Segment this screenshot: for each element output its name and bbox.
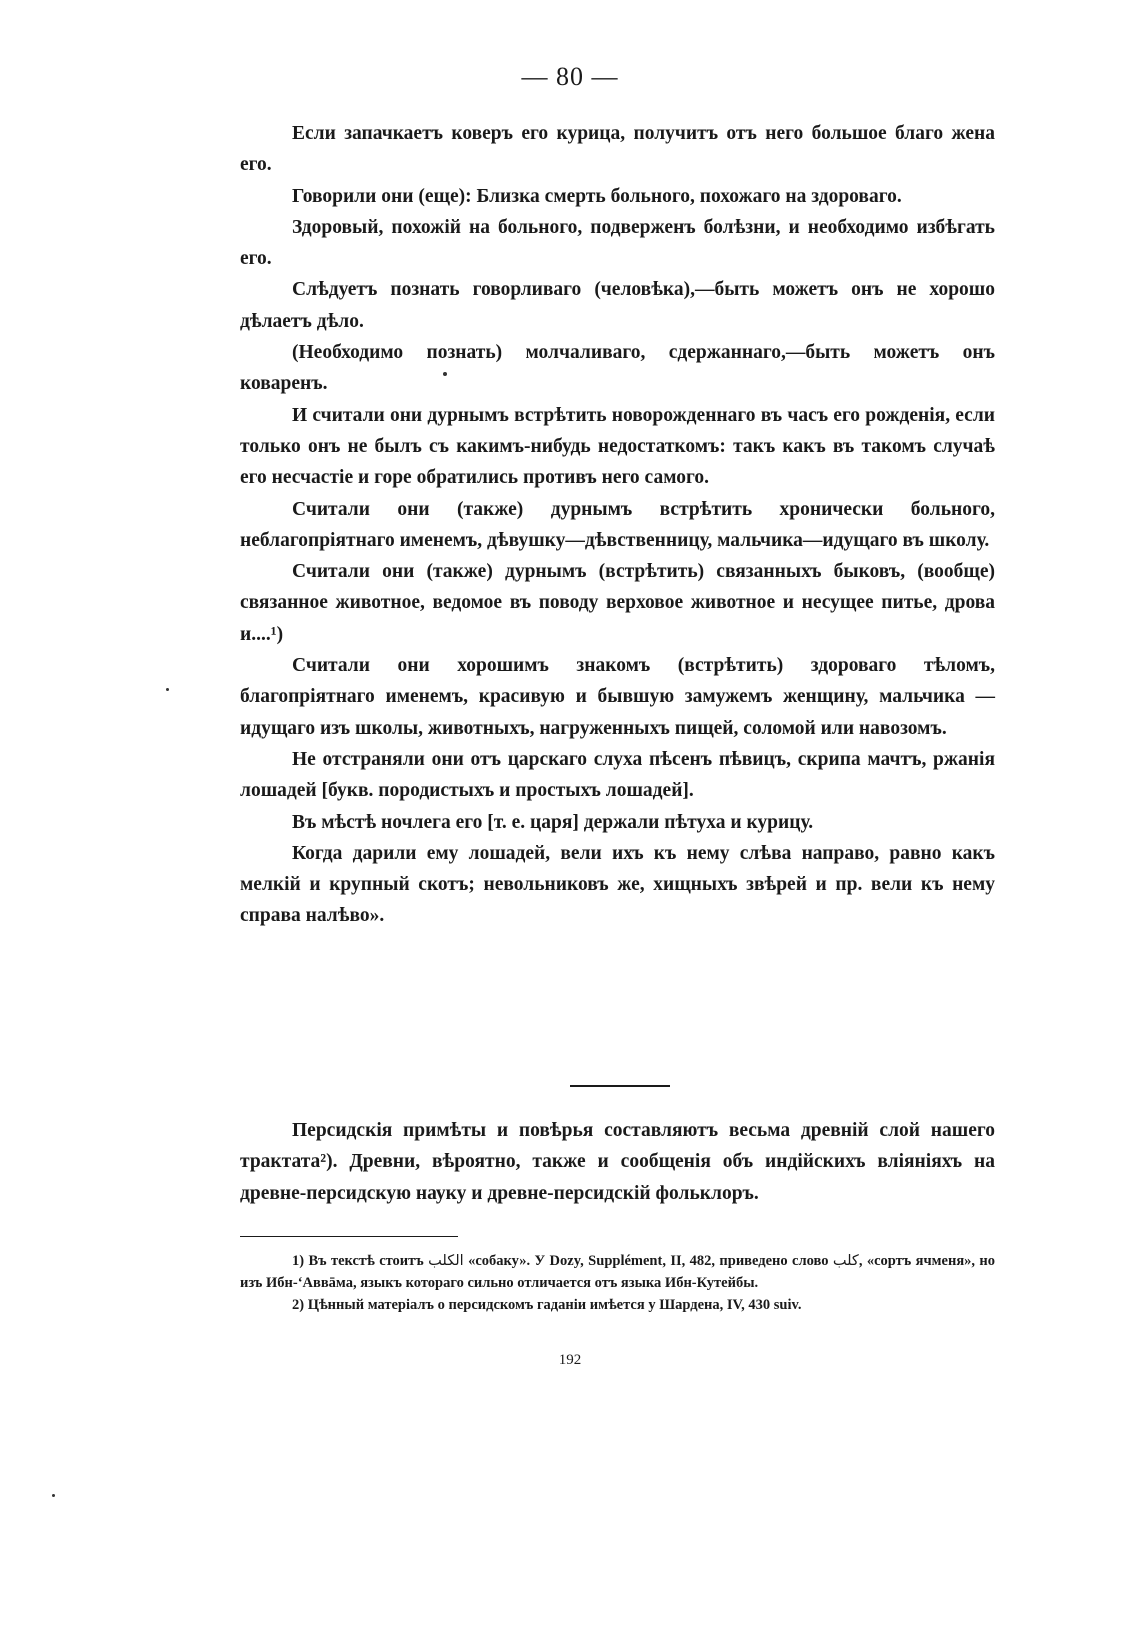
paragraph-11: Въ мѣстѣ ночлега его [т. е. царя] держали пѣтуха и курицу. [292, 811, 814, 833]
paragraph-5: (Необходимо познать) молчаливаго, сдержаннаго,—быть можетъ онъ коваренъ. [240, 342, 995, 395]
paragraph-6: И считали они дурнымъ встрѣтить новорожденнаго въ часъ его рожденія, если только онъ не былъ съ какимъ-нибудь недостаткомъ: такъ какъ въ такомъ случаѣ его несчастіе и горе обратились противъ него самого. [240, 404, 995, 489]
footnote-1 [240, 1250, 995, 1294]
sheet-number: 192 [558, 1352, 582, 1368]
scan-speck [52, 1494, 55, 1497]
footnote-2: 2) Цѣнный матеріалъ о персидскомъ гаданіи имѣется у Шардена, IV, 430 suiv. [292, 1297, 802, 1313]
footnote-divider [240, 1236, 458, 1237]
paragraph-2: Говорили они (еще): Близка смерть больного, похожаго на здороваго. [292, 185, 902, 207]
paragraph-10: Не отстраняли они отъ царскаго слуха пѣсенъ пѣвицъ, скрипа мачтъ, ржанія лошадей [букв. породистыхъ и простыхъ лошадей]. [240, 748, 995, 802]
paragraph-7: Считали они (также) дурнымъ встрѣтить хронически больного, неблагопріятнаго именемъ, дѣвушку—дѣвственницу, мальчика—идущаго въ школу. [240, 498, 995, 551]
footnote-1-arabic-a: الكلب [428, 1253, 464, 1269]
footnote-1-arabic-b: كلب [832, 1253, 859, 1269]
paragraph-3: Здоровый, похожій на больного, подверженъ болѣзни, и необходимо избѣгать его. [240, 216, 995, 270]
paragraph-4: Слѣдуетъ познать говорливаго (человѣка),—быть можетъ онъ не хорошо дѣлаетъ дѣло. [240, 279, 995, 332]
paragraph-1: Если запачкаетъ коверъ его курица, получитъ отъ него большое благо жена его. [240, 123, 995, 176]
footnote-1-text-b: «собаку». У Dozy, Supplément, II, 482, приведено слово [468, 1253, 829, 1269]
paragraph-8: Считали они (также) дурнымъ (встрѣтить) связанныхъ быковъ, (вообще) связанное животное, ведомое въ поводу верховое животное и несущее питье, дрова и....¹) [240, 561, 995, 645]
footnotes [240, 1250, 995, 1316]
page-number: — 80 — [521, 62, 619, 91]
scan-speck [166, 688, 169, 691]
section-divider [570, 1085, 670, 1087]
section-2-paragraph: Персидскія примѣты и повѣрья составляютъ весьма древній слой нашего трактата²). Древни, вѣроятно, также и сообщенія объ индійскихъ вліяніяхъ на древне-персидскую науку и древне-персидскій фольклоръ. [240, 1120, 995, 1204]
paragraph-9: Считали они хорошимъ знакомъ (встрѣтить) здороваго тѣломъ, благопріятнаго именемъ, красивую и бывшую замужемъ женщину, мальчика — идущаго изъ школы, животныхъ, нагруженныхъ пищей, соломой или навозомъ. [240, 655, 995, 739]
footnote-1-text-c: , «сортъ ячменя», но изъ Ибн-ʻАввāма, языкъ котораго сильно отличается отъ языка Ибн-Кутейбы. [240, 1253, 996, 1291]
paragraph-12: Когда дарили ему лошадей, вели ихъ къ нему слѣва направо, равно какъ мелкій и крупный скотъ; невольниковъ же, хищныхъ звѣрей и пр. вели къ нему справа налѣво». [240, 842, 995, 927]
main-text [240, 118, 995, 932]
section-2-text [240, 1115, 995, 1209]
footnote-1-text-a: 1) Въ текстѣ стоитъ [292, 1253, 424, 1269]
scan-speck [443, 372, 447, 376]
